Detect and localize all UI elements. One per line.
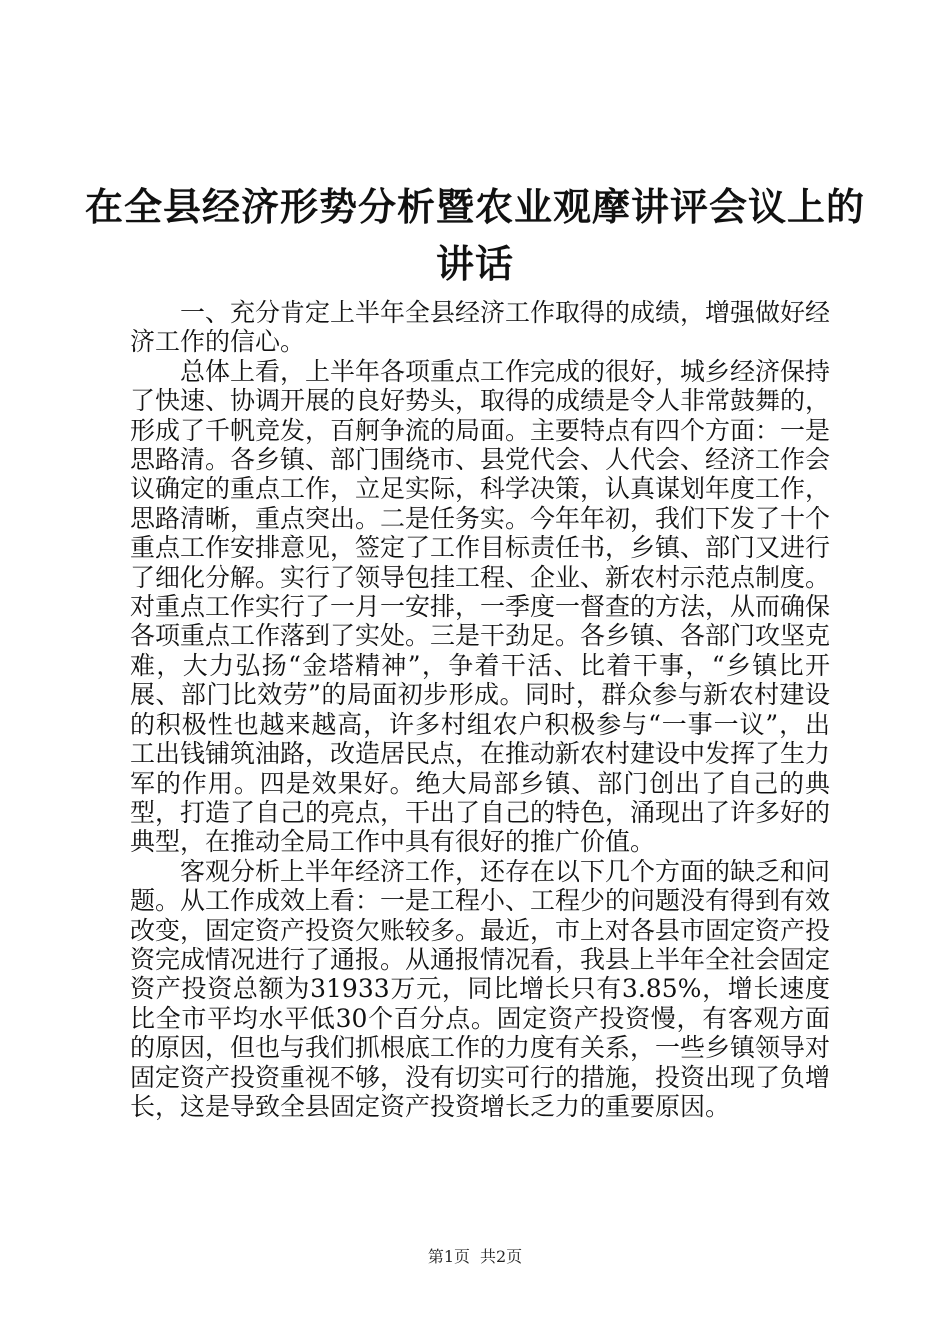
page-number: 第1页 (427, 1247, 470, 1266)
document-title-line-1: 在全县经济形势分析暨农业观摩讲评会议上的 (84, 185, 865, 229)
page-total: 共2页 (480, 1247, 523, 1266)
document-title-line-2: 讲话 (435, 242, 514, 286)
document-body (130, 298, 830, 1121)
paragraph-problems: 客观分析上半年经济工作，还存在以下几个方面的缺乏和问题。从工作成效上看：一是工程小、工程少的问题没有得到有效改变，固定资产投资欠账较多。最近，市上对各县市固定资产投资完成情况进行了通报。从通报情况看，我县上半年全社会固定资产投资总额为31933万元，同比增长只有3.85%，增长速度比全市平均水平低30个百分点。固定资产投资慢，有客观方面的原因，但也与我们抓根底工作的力度有关系，一些乡镇领导对固定资产投资重视不够，没有切实可行的措施，投资出现了负增长，这是导致全县固定资产投资增长乏力的重要原因。 (130, 856, 831, 1121)
paragraph-heading: 一、充分肯定上半年全县经济工作取得的成绩，增强做好经济工作的信心。 (130, 298, 831, 357)
page-footer (0, 1244, 950, 1267)
paragraph-achievements: 总体上看，上半年各项重点工作完成的很好，城乡经济保持了快速、协调开展的良好势头，取得的成绩是令人非常鼓舞的，形成了千帆竞发，百舸争流的局面。主要特点有四个方面：一是思路清。各乡镇、部门围绕市、县党代会、人代会、经济工作会议确定的重点工作，立足实际，科学决策，认真谋划年度工作，思路清晰，重点突出。二是任务实。今年年初，我们下发了十个重点工作安排意见，签定了工作目标责任书，乡镇、部门又进行了细化分解。实行了领导包挂工程、企业、新农村示范点制度。对重点工作实行了一月一安排，一季度一督查的方法，从而确保各项重点工作落到了实处。三是干劲足。各乡镇、各部门攻坚克难，大力弘扬“金塔精神”，争着干活、比着干事，“乡镇比开展、部门比效劳”的局面初步形成。同时，群众参与新农村建设的积极性也越来越高，许多村组农户积极参与“一事一议”，出工出钱铺筑油路，改造居民点，在推动新农村建设中发挥了生力军的作用。四是效果好。绝大局部乡镇、部门创出了自己的典型，打造了自己的亮点，干出了自己的特色，涌现出了许多好的典型，在推动全局工作中具有很好的推广价值。 (130, 356, 831, 857)
